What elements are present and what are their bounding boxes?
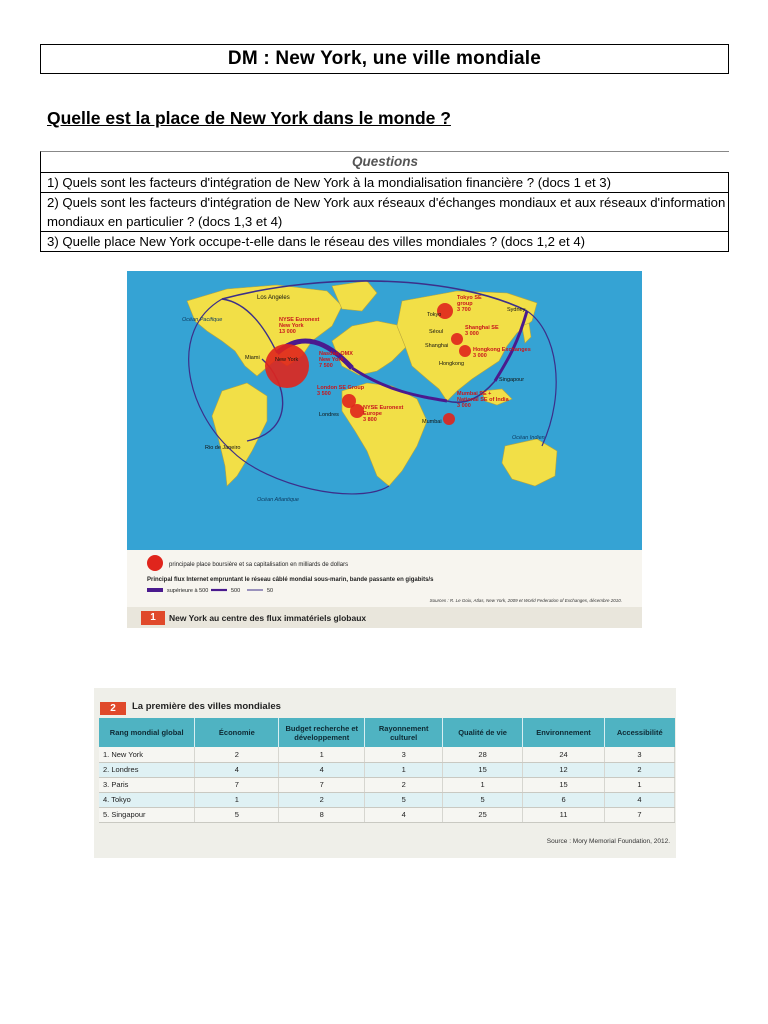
exchange-circle-mumbai [443,413,455,425]
exchange-label-mumbai: Mumbai SE + National SE of India 3 000 [457,391,509,409]
doc-number-badge: 2 [100,702,126,715]
main-question: Quelle est la place de New York dans le monde ? [47,108,451,128]
table-cell: 15 [523,777,605,792]
table-cell: 1 [605,777,675,792]
table-cell: 15 [443,762,523,777]
city-label-tokyo: Tokyo [427,312,442,318]
table-cell: 2 [279,792,365,807]
document-title: DM : New York, une ville mondiale [40,44,729,74]
table-cell: 6 [523,792,605,807]
legend-graphics [127,550,642,607]
map-document [127,271,642,628]
city-label-singapour: Singapour [499,377,525,383]
table-cell: 1 [279,747,365,762]
table-cell: 28 [443,747,523,762]
table-row [99,777,675,792]
ranking-table [99,718,675,823]
table-cell: 1 [365,762,443,777]
city-label-miami: Miami [245,355,260,361]
city-label-los-angeles: Los Angeles [257,295,290,301]
table-title: La première des villes mondiales [132,701,281,712]
table-cell: 7 [605,807,675,822]
table-row [99,762,675,777]
legend-circle-symbol [147,555,163,571]
map-caption: New York au centre des flux immatériels globaux [169,613,367,623]
exchange-label-shanghai: Shanghai SE 3 000 [465,325,499,337]
questions-block [40,151,729,252]
exchange-circle-shanghai [451,333,463,345]
table-cell: 3 [365,747,443,762]
exchange-label-nyse-ny: NYSE Euronext New York 13 000 [279,317,320,335]
table-cell: 5 [443,792,523,807]
city-label-shanghai: Shanghai [425,343,449,349]
table-row [99,747,675,762]
questions-heading: Questions [351,154,418,169]
table-cell: 5 [195,807,279,822]
table-cell: 12 [523,762,605,777]
column-header: Rang mondial global [99,718,195,747]
column-header: Budget recherche et développement [279,718,365,747]
table-cell: 7 [195,777,279,792]
ranking-table-document [94,688,676,858]
ocean-label-indian: Océan Indien [512,435,545,441]
table-cell: 1. New York [99,747,195,762]
question-item: 3) Quelle place New York occupe-t-elle dans le réseau des villes mondiales ? (docs 1,2 et 4) [41,231,729,251]
table-cell: 8 [279,807,365,822]
question-item: 1) Quels sont les facteurs d'intégration de New York à la mondialisation financière ? (docs 1 et 3) [41,172,729,192]
world-map [127,271,642,550]
column-header: Accessibilité [605,718,675,747]
table-cell: 5. Singapour [99,807,195,822]
ocean-label-atlantic: Océan Atlantique [257,497,299,503]
table-cell: 11 [523,807,605,822]
table-cell: 1 [195,792,279,807]
table-cell: 4 [195,762,279,777]
table-source: Source : Mory Memorial Foundation, 2012. [546,838,670,845]
legend-line3-label: 50 [267,588,274,594]
table-cell: 2. Londres [99,762,195,777]
column-header: Rayonnement culturel [365,718,443,747]
exchange-label-nyse-eu: NYSE Euronext Europe 3 800 [363,405,404,423]
map-legend [127,550,642,607]
city-label-hongkong: Hongkong [439,361,465,367]
table-cell: 4 [605,792,675,807]
city-label-seoul: Séoul [429,329,444,335]
column-header: Économie [195,718,279,747]
exchange-circle-hongkong [459,345,471,357]
city-label-new-york: New York [275,357,299,363]
table-cell: 2 [365,777,443,792]
legend-line2-label: 500 [231,588,241,594]
table-row [99,807,675,822]
city-label-mumbai: Mumbai [422,419,442,425]
table-cell: 7 [279,777,365,792]
map-caption-bar [127,607,642,628]
legend-flux-title: Principal flux Internet empruntant le réseau câblé mondial sous-marin, bande passante en gigabits/s [147,577,434,583]
table-row [99,792,675,807]
exchange-circle-new-york [265,344,309,388]
exchange-label-nasdaq: Nasdaq OMX New York 7 500 [319,351,353,369]
ocean-label-pacific: Océan Pacifique [182,317,223,323]
table-cell: 4 [279,762,365,777]
table-cell: 2 [605,762,675,777]
question-item: 2) Quels sont les facteurs d'intégration de New York aux réseaux d'échanges mondiaux et aux réseaux d'information mondiaux en particulier ? (docs 1,3 et 4) [41,192,729,231]
city-label-londres: Londres [319,412,339,418]
table-cell: 3. Paris [99,777,195,792]
city-label-rio: Rio de Janeiro [205,445,241,451]
column-header: Environnement [523,718,605,747]
column-header: Qualité de vie [443,718,523,747]
table-cell: 2 [195,747,279,762]
table-cell: 4 [365,807,443,822]
exchange-label-tokyo: Tokyo SE group 3 700 [457,295,482,313]
table-cell: 1 [443,777,523,792]
legend-source: Sources : R. Le Goix, Atlas, New York, 2009 et World Federation of Exchanges, décembre 2010. [429,598,622,603]
exchange-circle-europe [350,404,364,418]
table-cell: 4. Tokyo [99,792,195,807]
table-cell: 3 [605,747,675,762]
exchange-label-london: London SE Group 3 500 [317,385,365,397]
table-header-row [99,718,675,747]
doc-number-badge: 1 [141,611,165,625]
table-cell: 25 [443,807,523,822]
table-cell: 5 [365,792,443,807]
exchange-label-hongkong: Hongkong Exchanges 3 000 [473,347,531,359]
legend-line1-label: supérieure à 500 [167,588,209,594]
city-label-sydney: Sydney [507,307,526,313]
table-cell: 24 [523,747,605,762]
legend-circle-label: principale place boursière et sa capitalisation en milliards de dollars [169,562,349,568]
